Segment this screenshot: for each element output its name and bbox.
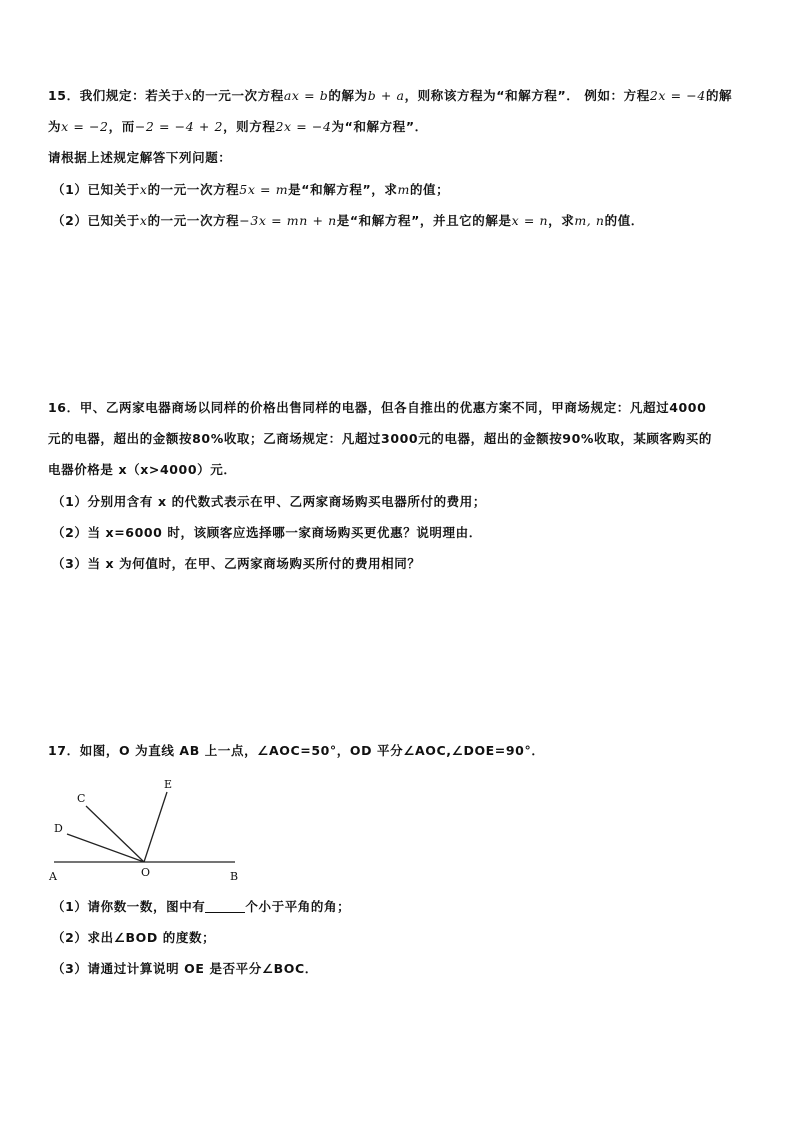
math-equation: x = n: [511, 213, 549, 228]
text: （2）已知关于: [52, 213, 140, 228]
text: 是“和解方程”，并且它的解是: [336, 213, 512, 228]
text: 的值；: [409, 182, 450, 197]
math-equation: 5x = m: [239, 182, 289, 197]
text: 的解: [705, 88, 733, 103]
q17-part-1: [52, 898, 350, 916]
q16-part-3: （3）当 x 为何值时，在甲、乙两家商场购买所付的费用相同？: [52, 556, 421, 571]
q16-line-1: 16．甲、乙两家电器商场以同样的价格出售同样的电器，但各自推出的优惠方案不同，甲商场规定：凡超过4000: [48, 400, 707, 415]
math-expression: b + a: [367, 88, 405, 103]
text: ，则称该方程为“和解方程”． 例如：方程: [404, 88, 650, 103]
label-a: A: [49, 870, 57, 883]
text: 个小于平角的角；: [245, 899, 351, 914]
q16-line-3: 电器价格是 x（x>4000）元．: [48, 462, 237, 477]
q15-part-1: [52, 181, 449, 199]
label-e: E: [164, 778, 173, 791]
text: 15．我们规定：若关于: [48, 88, 185, 103]
math-equation: −2 = −4 + 2: [134, 119, 224, 134]
text: 是“和解方程”，求: [288, 182, 398, 197]
text: 的解为: [328, 88, 368, 103]
q17-part-3: （3）请通过计算说明 OE 是否平分∠BOC．: [52, 961, 318, 976]
text: （1）已知关于: [52, 182, 140, 197]
text: 为: [48, 119, 62, 134]
text: 的一元一次方程: [192, 88, 284, 103]
math-equation: 2x = −4: [649, 88, 706, 103]
ray-oc: [86, 806, 144, 862]
text: 为“和解方程”．: [331, 119, 428, 134]
math-var: x: [184, 88, 193, 103]
text: 的值．: [604, 213, 644, 228]
label-o: O: [141, 866, 151, 879]
q16-part-1: （1）分别用含有 x 的代数式表示在甲、乙两家商场购买电器所付的费用；: [52, 494, 486, 509]
q17-line-1: 17．如图，O 为直线 AB 上一点，∠AOC=50°，OD 平分∠AOC,∠DOE=90°．: [48, 743, 545, 758]
math-var: m, n: [574, 213, 605, 228]
ray-od: [67, 834, 144, 862]
text: ，而: [108, 119, 135, 134]
math-var: m: [397, 182, 410, 197]
text: 的一元一次方程: [147, 213, 240, 228]
q15-line-3: 请根据上述规定解答下列问题：: [48, 150, 232, 165]
ray-oe: [144, 792, 167, 862]
answer-blank[interactable]: [205, 900, 245, 913]
text: ，则方程: [223, 119, 276, 134]
text: ，求: [548, 213, 575, 228]
q16-line-2: 元的电器，超出的金额按80%收取；乙商场规定：凡超过3000元的电器，超出的金额按90%收取，某顾客购买的: [48, 431, 712, 446]
math-var: x: [139, 182, 148, 197]
math-var: x: [139, 213, 148, 228]
q15-line-2: [48, 118, 428, 136]
math-equation: 2x = −4: [275, 119, 332, 134]
math-equation: −3x = mn + n: [239, 213, 337, 228]
label-b: B: [230, 870, 239, 883]
label-d: D: [54, 822, 63, 835]
angle-figure: [40, 770, 250, 885]
text: 的一元一次方程: [147, 182, 240, 197]
math-equation: ax = b: [283, 88, 329, 103]
text: （1）请你数一数，图中有: [52, 899, 206, 914]
math-equation: x = −2: [61, 119, 109, 134]
label-c: C: [77, 792, 86, 805]
q16-part-2: （2）当 x=6000 时，该顾客应选择哪一家商场购买更优惠？说明理由．: [52, 525, 482, 540]
q15-line-1: [48, 87, 732, 105]
q15-part-2: [52, 212, 644, 230]
q17-part-2: （2）求出∠BOD 的度数；: [52, 930, 216, 945]
